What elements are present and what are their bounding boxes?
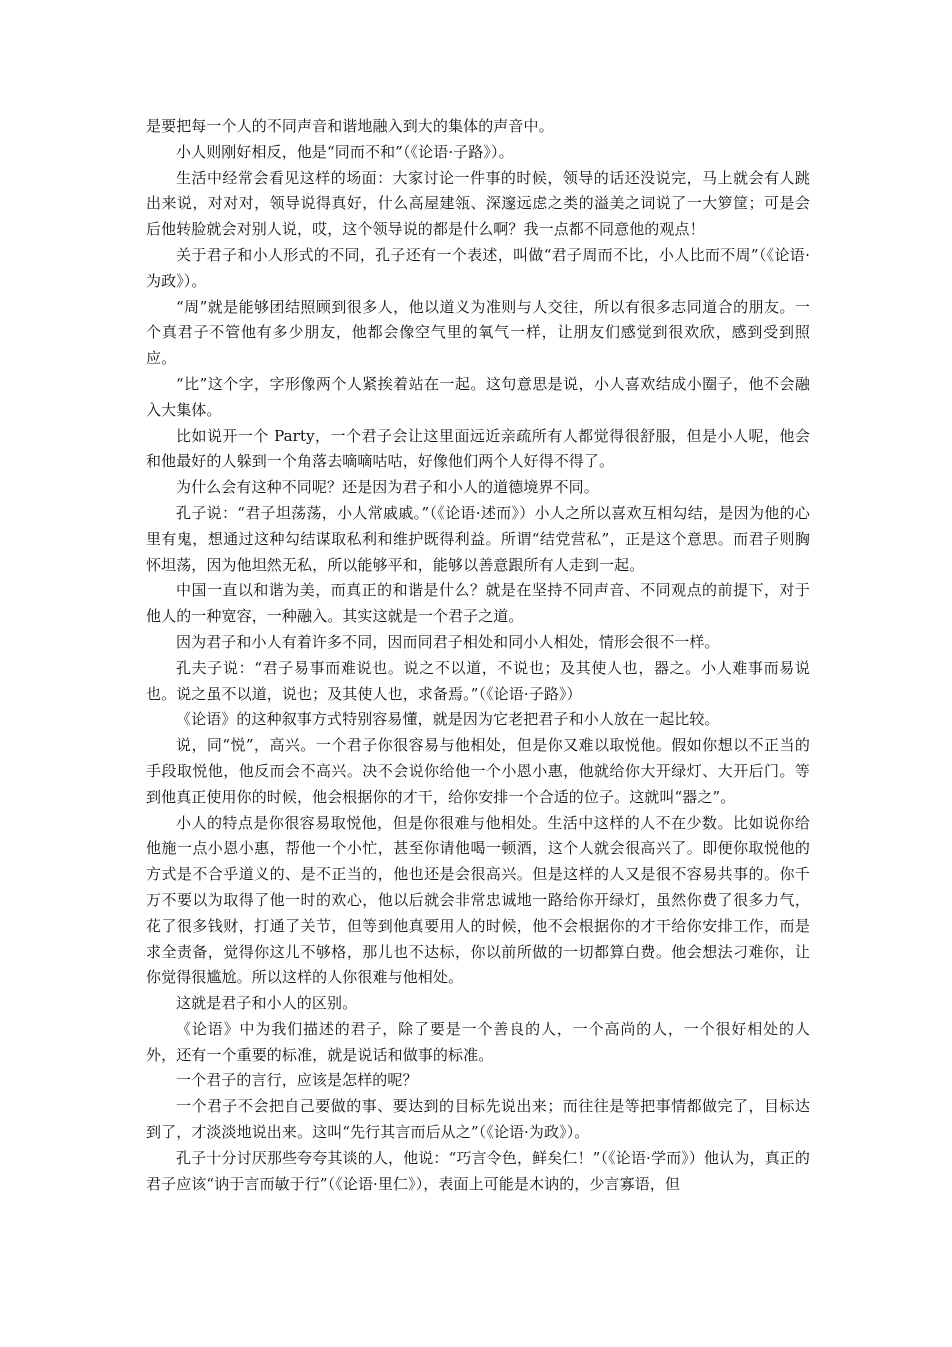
paragraph: 孔子说：“君子坦荡荡，小人常戚戚。”（《论语·述而》）小人之所以喜欢互相勾结，是因为他的心里有鬼，想通过这种勾结谋取私利和维护既得利益。所谓“结党营私”，正是这个意思。而君子则胸怀坦荡，因为他坦然无私，所以能够平和，能够以善意跟所有人走到一起。: [146, 503, 810, 574]
paragraph: 小人则刚好相反，他是“同而不和”（《论语·子路》）。: [176, 142, 514, 161]
paragraph: 一个君子不会把自己要做的事、要达到的目标先说出来；而往往是等把事情都做完了，目标达到了，才淡淡地说出来。这叫“先行其言而后从之”（《论语·为政》）。: [146, 1097, 810, 1142]
paragraph: 这就是君子和小人的区别。: [176, 994, 358, 1013]
paragraph: 因为君子和小人有着许多不同，因而同君子相处和同小人相处，情形会很不一样。: [176, 632, 720, 651]
document-page: [146, 114, 810, 1197]
paragraph: 为什么会有这种不同呢？还是因为君子和小人的道德境界不同。: [176, 478, 599, 497]
paragraph: 比如说开一个 Party，一个君子会让这里面远近亲疏所有人都觉得很舒服，但是小人呢，他会和他最好的人躲到一个角落去嘀嘀咕咕，好像他们两个人好得不得了。: [146, 426, 810, 471]
paragraph: “周”就是能够团结照顾到很多人，他以道义为准则与人交往，所以有很多志同道合的朋友。一个真君子不管他有多少朋友，他都会像空气里的氧气一样，让朋友们感觉到很欢欣，感到受到照应。: [146, 297, 810, 368]
paragraph: 孔夫子说：“君子易事而难说也。说之不以道，不说也；及其使人也，器之。小人难事而易说也。说之虽不以道，说也；及其使人也，求备焉。”（《论语·子路》）: [146, 658, 810, 703]
paragraph: 生活中经常会看见这样的场面：大家讨论一件事的时候，领导的话还没说完，马上就会有人跳出来说，对对对，领导说得真好，什么高屋建瓴、深邃远虑之类的溢美之词说了一大箩筐；可是会后他转脸就会对别人说，哎，这个领导说的都是什么啊？我一点都不同意他的观点！: [146, 168, 810, 239]
paragraph: 关于君子和小人形式的不同，孔子还有一个表述，叫做“君子周而不比，小人比而不周”（《论语·为政》）。: [146, 245, 810, 290]
paragraph: 小人的特点是你很容易取悦他，但是你很难与他相处。生活中这样的人不在少数。比如说你给他施一点小恩小惠，帮他一个小忙，甚至你请他喝一顿酒，这个人就会很高兴了。即便你取悦他的方式是不合乎道义的、是不正当的，他也还是会很高兴。但是这样的人又是很不容易共事的。你千万不要以为取得了他一时的欢心，他以后就会非常忠诚地一路给你开绿灯，虽然你费了很多力气，花了很多钱财，打通了关节，但等到他真要用人的时候，他不会根据你的才干给你安排工作，而是求全责备，觉得你这儿不够格，那儿也不达标，你以前所做的一切都算白费。他会想法刁难你，让你觉得很尴尬。所以这样的人你很难与他相处。: [146, 813, 810, 987]
paragraph: 说，同“悦”，高兴。一个君子你很容易与他相处，但是你又难以取悦他。假如你想以不正当的手段取悦他，他反而会不高兴。决不会说你给他一个小恩小惠，他就给你大开绿灯、大开后门。等到他真正使用你的时候，他会根据你的才干，给你安排一个合适的位子。这就叫“器之”。: [146, 736, 810, 806]
paragraph-continuation: 是要把每一个人的不同声音和谐地融入到大的集体的声音中。: [146, 117, 554, 135]
paragraph: 《论语》的这种叙事方式特别容易懂，就是因为它老把君子和小人放在一起比较。: [176, 710, 720, 729]
paragraph: 孔子十分讨厌那些夸夸其谈的人，他说：“巧言令色，鲜矣仁！”（《论语·学而》）他认为，真正的君子应该“讷于言而敏于行”（《论语·里仁》），表面上可能是木讷的，少言寡语，但: [146, 1148, 810, 1193]
paragraph: 一个君子的言行，应该是怎样的呢？: [176, 1071, 418, 1090]
paragraph: 中国一直以和谐为美，而真正的和谐是什么？就是在坚持不同声音、不同观点的前提下，对于他人的一种宽容，一种融入。其实这就是一个君子之道。: [146, 581, 810, 626]
paragraph: 《论语》中为我们描述的君子，除了要是一个善良的人，一个高尚的人，一个很好相处的人外，还有一个重要的标准，就是说话和做事的标准。: [146, 1019, 810, 1064]
paragraph: “比”这个字，字形像两个人紧挨着站在一起。这句意思是说，小人喜欢结成小圈子，他不会融入大集体。: [146, 374, 810, 419]
